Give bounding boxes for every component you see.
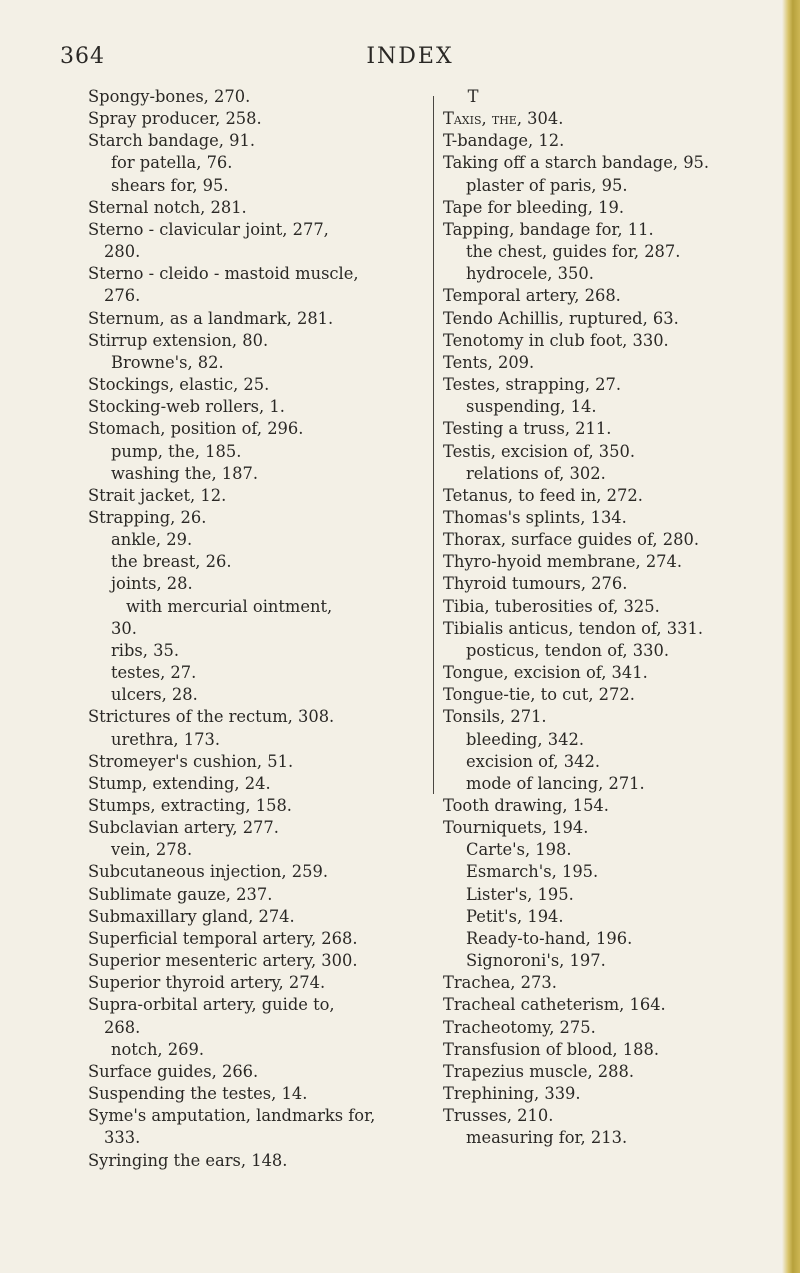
index-entry: Sternum, as a landmark, 281. — [88, 308, 334, 328]
index-entry: Tooth drawing, 154. — [443, 796, 609, 815]
index-entry: Tracheotomy, 275. — [443, 1017, 596, 1037]
index-entry: Superior thyroid artery, 274. — [88, 973, 326, 993]
index-entry: Lister's, 195. — [466, 884, 574, 904]
index-entry: Thorax, surface guides of, 280. — [443, 530, 700, 550]
index-entry: Tenotomy in club foot, 330. — [443, 330, 669, 350]
index-entry: testes, 27. — [111, 663, 197, 683]
index-entry: Browne's, 82. — [111, 352, 224, 372]
index-entry: Stromeyer's cushion, 51. — [88, 751, 294, 771]
index-entry: for patella, 76. — [111, 153, 233, 173]
page-number: 364 — [60, 44, 105, 69]
index-entry: Tendo Achillis, ruptured, 63. — [443, 308, 679, 328]
index-entry: Tracheal catheterism, 164. — [443, 995, 666, 1015]
index-entry: hydrocele, 350. — [466, 264, 594, 284]
index-entry: Testis, excision of, 350. — [443, 441, 636, 461]
index-column-right — [443, 86, 798, 1150]
index-entry: mode of lancing, 271. — [466, 773, 645, 793]
index-entry: Trusses, 210. — [443, 1106, 554, 1126]
section-letter: T — [467, 87, 479, 106]
index-entry: Strapping, 26. — [88, 507, 207, 527]
index-entry: Trachea, 273. — [443, 973, 557, 993]
index-entry: Tibia, tuberosities of, 325. — [443, 596, 660, 616]
index-entry: 280. — [104, 242, 141, 262]
index-entry: Signoroni's, 197. — [466, 951, 606, 971]
index-entry: Temporal artery, 268. — [443, 286, 621, 306]
index-entry: Sterno - cleido - mastoid muscle, — [88, 264, 359, 284]
index-entry: bleeding, 342. — [466, 729, 585, 749]
index-entry: suspending, 14. — [466, 397, 597, 417]
index-entry: the chest, guides for, 287. — [466, 242, 681, 262]
index-entry: ribs, 35. — [111, 640, 180, 660]
index-entry: joints, 28. — [111, 574, 193, 594]
index-entry: shears for, 95. — [111, 175, 229, 195]
index-entry: Syme's amputation, landmarks for, — [88, 1106, 376, 1126]
index-entry: relations of, 302. — [466, 463, 606, 483]
index-entry: Tapping, bandage for, 11. — [443, 219, 654, 239]
index-entry: Subcutaneous injection, 259. — [88, 862, 328, 882]
index-entry: Tape for bleeding, 19. — [443, 197, 625, 217]
index-entry: Taking off a starch bandage, 95. — [443, 153, 710, 173]
index-entry: Stockings, elastic, 25. — [88, 375, 270, 395]
index-entry: ulcers, 28. — [111, 685, 198, 705]
index-entry: 268. — [104, 1017, 141, 1037]
index-entry: Sublimate gauze, 237. — [88, 884, 273, 904]
index-entry: Trephining, 339. — [443, 1084, 581, 1104]
index-entry: Strait jacket, 12. — [88, 485, 227, 505]
index-entry: Superficial temporal artery, 268. — [88, 928, 358, 948]
index-entry: Stocking-web rollers, 1. — [88, 397, 285, 417]
index-entry: Thyroid tumours, 276. — [443, 574, 628, 594]
index-entry: 333. — [104, 1128, 141, 1148]
index-entry: urethra, 173. — [111, 729, 221, 749]
index-column-left — [88, 86, 428, 1172]
index-entry: Tongue, excision of, 341. — [443, 663, 648, 683]
index-entry: pump, the, 185. — [111, 441, 242, 461]
index-entry: Trapezius muscle, 288. — [443, 1061, 635, 1081]
index-entry: Petit's, 194. — [466, 906, 564, 926]
index-entry: Strictures of the rectum, 308. — [88, 707, 335, 727]
index-entry: excision of, 342. — [466, 751, 601, 771]
index-entry: notch, 269. — [111, 1039, 205, 1059]
index-entry: Submaxillary gland, 274. — [88, 906, 295, 926]
index-entry: Thyro-hyoid membrane, 274. — [443, 552, 683, 572]
index-entry: posticus, tendon of, 330. — [466, 640, 670, 660]
index-entry: Starch bandage, 91. — [88, 131, 256, 151]
page-title: INDEX — [366, 44, 454, 69]
index-entry: Spongy-bones, 270. — [88, 87, 251, 106]
index-entry: Taxis, the, 304. — [443, 109, 564, 129]
index-entry: Testing a truss, 211. — [443, 419, 612, 439]
index-entry: Tonsils, 271. — [443, 707, 547, 727]
index-entry: Carte's, 198. — [466, 840, 572, 860]
index-entry: Superior mesenteric artery, 300. — [88, 951, 358, 971]
index-entry: Tetanus, to feed in, 272. — [443, 485, 643, 505]
index-entry: plaster of paris, 95. — [466, 175, 628, 195]
index-entry: Stirrup extension, 80. — [88, 330, 269, 350]
index-entry: Spray producer, 258. — [88, 109, 262, 129]
index-entry: Sterno - clavicular joint, 277, — [88, 219, 329, 239]
index-entry: Esmarch's, 195. — [466, 862, 599, 882]
index-entry: Suspending the testes, 14. — [88, 1084, 308, 1104]
index-entry: Tongue-tie, to cut, 272. — [443, 685, 635, 705]
index-entry: washing the, 187. — [111, 463, 259, 483]
index-entry: Stumps, extracting, 158. — [88, 796, 292, 815]
index-entry: Transfusion of blood, 188. — [443, 1039, 659, 1059]
index-entry: Tents, 209. — [443, 352, 535, 372]
index-entry: Ready-to-hand, 196. — [466, 928, 633, 948]
index-entry: Stomach, position of, 296. — [88, 419, 304, 439]
index-entry: Supra-orbital artery, guide to, — [88, 995, 335, 1015]
index-entry: vein, 278. — [111, 840, 193, 860]
index-entry: the breast, 26. — [111, 552, 232, 572]
index-entry: T-bandage, 12. — [443, 131, 565, 151]
index-entry: ankle, 29. — [111, 530, 193, 550]
index-entry: 30. — [111, 618, 137, 638]
index-entry: Stump, extending, 24. — [88, 773, 271, 793]
index-entry: measuring for, 213. — [466, 1128, 628, 1148]
index-entry: 276. — [104, 286, 141, 306]
index-entry: Sternal notch, 281. — [88, 197, 247, 217]
index-entry: with mercurial ointment, — [126, 596, 333, 616]
index-entry: Subclavian artery, 277. — [88, 818, 279, 838]
index-entry: Tourniquets, 194. — [443, 818, 589, 838]
index-entry: Thomas's splints, 134. — [443, 507, 627, 527]
index-entry: Syringing the ears, 148. — [88, 1150, 288, 1170]
index-entry: Testes, strapping, 27. — [443, 375, 622, 395]
column-divider — [433, 96, 434, 794]
index-entry: Surface guides, 266. — [88, 1061, 259, 1081]
page-edge — [782, 0, 800, 1273]
index-entry: Tibialis anticus, tendon of, 331. — [443, 618, 703, 638]
